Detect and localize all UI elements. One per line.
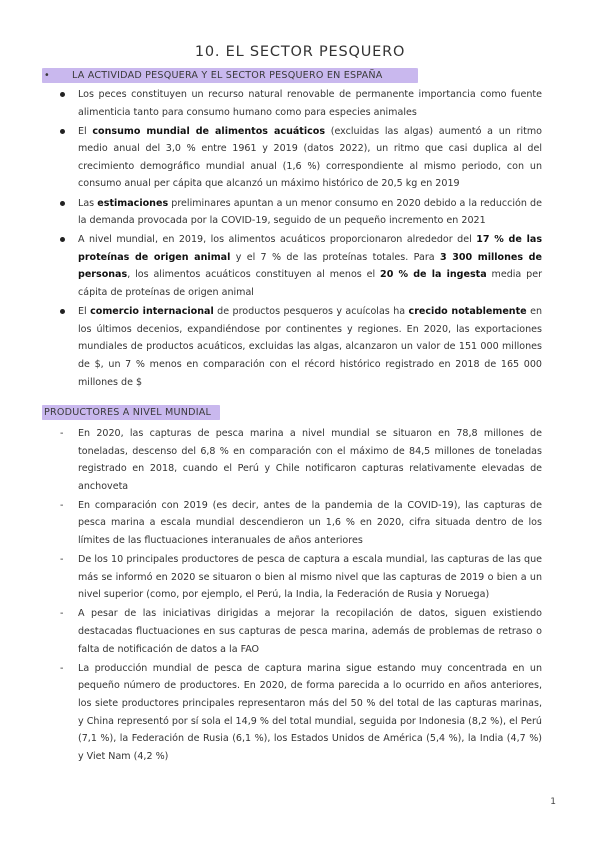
list-item xyxy=(58,123,542,193)
bold-text: consumo mundial de alimentos acuáticos xyxy=(92,125,326,137)
body-text: en los últimos decenios, expandiéndose por continentes y regiones. En 2020, las exportaciones mundiales de productos acuáticos, excluidas las algas, alcanzaron un valor de 151 000 millones de $, un 7 % menos en comparación con el récord histórico registrado en 2018 de 165 000 millones de $ xyxy=(78,306,542,388)
body-text: El xyxy=(78,125,93,137)
dash-marker: - xyxy=(60,499,64,511)
bold-text: 17 % de las proteínas de origen animal xyxy=(78,234,542,263)
list-item xyxy=(58,551,542,604)
body-text: En comparación con 2019 (es decir, antes de la pandemia de la COVID-19), las capturas de pesca marina a escala mundial descendieron un 1,6 % en 2020, cifra situada dentro de los límites de las fluctuaciones interanuales de años anteriores xyxy=(78,499,542,547)
bold-text: 20 % de la ingesta xyxy=(380,269,487,281)
bold-text: comercio internacional xyxy=(90,306,214,318)
body-text: , los alimentos acuáticos constituyen al menos el xyxy=(127,269,381,281)
dash-marker: - xyxy=(60,662,64,674)
body-text: De los 10 principales productores de pesca de captura a escala mundial, las capturas de las que más se informó en 2020 se situaron o bien al mismo nivel que las capturas de 2019 o bien a un nivel superior (como, por ejemplo, el Perú, la India, la Federación de Rusia y Noruega) xyxy=(78,554,542,601)
body-text: La producción mundial de pesca de captura marina sigue estando muy concentrada en un pequeño número de productores. En 2020, de forma parecida a lo ocurrido en años anteriores, los siete productores principales representaron más del 50 % del total de las capturas marinas, y China representó por sí sola el 14,9 % del total mundial, seguida por Indonesia (8,2 %), el Perú (7,1 %), la Federación de Rusia (6,1 %), los Estados Unidos de América (5,4 %), la India (4,7 %) y Viet Nam (4,2 %) xyxy=(78,662,542,762)
list-item xyxy=(58,605,542,658)
body-text: El xyxy=(78,306,91,318)
bold-text: estimaciones xyxy=(97,197,169,209)
list-item xyxy=(58,231,542,301)
dash-marker: - xyxy=(60,608,64,620)
body-text: de productos pesqueros y acuícolas ha xyxy=(213,306,409,318)
body-text: (excluidas las algas) aumentó a un ritmo medio anual del 3,0 % entre 1961 y 2019 (datos 2022), un ritmo que casi duplica al del crecimiento demográfico mundial anual (1,6 %) correspondiente al mismo periodo, con un consumo anual per cápita que alcanzó un máximo histórico de 20,5 kg en 2019 xyxy=(78,125,542,190)
section-heading-label: PRODUCTORES A NIVEL MUNDIAL xyxy=(44,407,212,418)
list-item xyxy=(58,425,542,495)
body-text: En 2020, las capturas de pesca marina a nivel mundial se situaron en 78,8 millones de toneladas, descenso del 6,8 % en comparación con el máximo de 84,5 millones de toneladas registrado en 2018, cuando el Perú y Chile notificaron capturas relativamente elevadas de anchoveta xyxy=(78,428,542,492)
body-text: A nivel mundial, en 2019, los alimentos acuáticos proporcionaron alrededor del xyxy=(78,234,477,246)
body-text: A pesar de las iniciativas dirigidas a mejorar la recopilación de datos, siguen existiendo destacadas fluctuaciones en sus capturas de pesca marina, además de problemas de retraso o falta de notificación de datos a la FAO xyxy=(78,608,542,655)
body-text: Las xyxy=(78,197,98,209)
bold-text: 3 300 millones de personas xyxy=(78,251,542,281)
list-item xyxy=(58,497,542,550)
bullet-list-actividad xyxy=(58,86,542,393)
dash-marker: - xyxy=(60,554,64,566)
list-item xyxy=(58,86,542,121)
section-heading-label: LA ACTIVIDAD PESQUERA Y EL SECTOR PESQUERO EN ESPAÑA xyxy=(72,70,383,81)
section-heading-text xyxy=(44,70,383,81)
page-title: 10. EL SECTOR PESQUERO xyxy=(194,44,406,60)
list-item xyxy=(58,660,542,766)
body-text: y el 7 % de las proteínas totales. Para xyxy=(230,251,440,263)
list-item xyxy=(58,303,542,391)
section-heading-productores xyxy=(42,405,220,420)
body-text: media per cápita de proteínas de origen animal xyxy=(78,269,543,299)
body-text: preliminares apuntan a un menor consumo en 2020 debido a la reducción de la demanda provocada por la COVID-19, seguido de un pequeño incremento en 2021 xyxy=(78,197,542,227)
page-number: 1 xyxy=(550,797,556,807)
bold-text: crecido notablemente xyxy=(408,306,527,318)
section-heading-actividad-pesquera xyxy=(42,68,418,83)
dash-list-productores xyxy=(58,425,542,767)
section-bullet: • xyxy=(44,70,50,81)
body-text: Los peces constituyen un recurso natural renovable de permanente importancia como fuente alimenticia tanto para consumo humano como para especies animales xyxy=(78,89,542,118)
list-item xyxy=(58,195,542,230)
dash-marker: - xyxy=(60,428,64,439)
